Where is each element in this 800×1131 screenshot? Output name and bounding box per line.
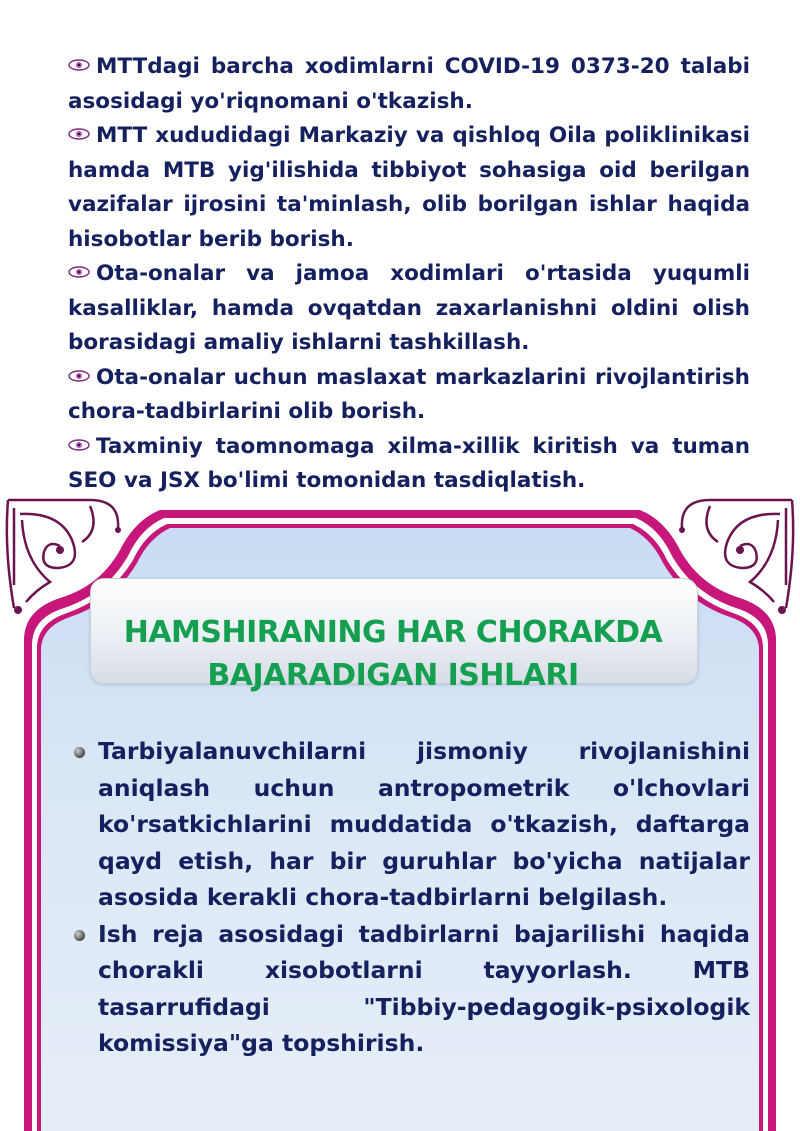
section-title <box>90 611 696 697</box>
list-item-text: Taxminiy taomnomaga xilma-xillik kiritish va tuman SEO va JSX bo'limi tomonidan tasdiqlatish. <box>68 433 750 493</box>
eye-bullet-icon <box>68 439 90 451</box>
list-item <box>68 119 750 257</box>
list-item-text: MTTdagi barcha xodimlarni COVID-19 0373-20 talabi asosidagi yo'riqnomani o'tkazish. <box>68 54 750 114</box>
top-bullet-list <box>68 50 750 499</box>
list-item-text: Ota-onalar uchun maslaxat markazlarini rivojlantirish chora-tadbirlarini olib borish. <box>68 364 750 424</box>
eye-bullet-icon <box>68 266 90 278</box>
eye-bullet-icon <box>68 59 90 71</box>
list-item-text: Tarbiyalanuvchilarni jismoniy rivojlanishini aniqlash uchun antropometrik o'lchovlari ko'rsatkichlarini muddatida o'tkazish, daftarga qayd etish, har bir guruhlar bo'yicha natijalar asosida kerakli chora-tadbirlarni belgilash. <box>98 737 750 911</box>
bottom-bullet-list <box>74 733 750 1062</box>
sphere-bullet-icon <box>74 747 85 758</box>
section-title-line2: BAJARADIGAN ISHLARI <box>207 658 579 693</box>
list-item <box>68 257 750 361</box>
list-item <box>68 430 750 499</box>
list-item <box>74 733 750 916</box>
list-item <box>74 916 750 1062</box>
section-title-line1: HAMSHIRANING HAR CHORAKDA <box>123 615 663 650</box>
list-item-text: Ota-onalar va jamoa xodimlari o'rtasida yuqumli kasalliklar, hamda ovqatdan zaxarlanishni oldini olish borasidagi amaliy ishlarni tashkillash. <box>68 261 750 355</box>
sphere-bullet-icon <box>74 930 85 941</box>
list-item-text: MTT xududidagi Markaziy va qishloq Oila poliklinikasi hamda MTB yig'ilishida tibbiyot sohasiga oid berilgan vazifalar ijrosini ta'minlash, olib borilgan ishlar haqida hisobotlar berib borish. <box>68 123 750 252</box>
list-item-text: Ish reja asosidagi tadbirlarni bajarilishi haqida chorakli xisobotlarni tayyorlash. MTB tasarrufidagi "Tibbiy-pedagogik-psixologik komissiya"ga topshirish. <box>98 919 750 1057</box>
eye-bullet-icon <box>68 370 90 382</box>
list-item <box>68 50 750 119</box>
eye-bullet-icon <box>68 128 90 140</box>
list-item <box>68 361 750 430</box>
